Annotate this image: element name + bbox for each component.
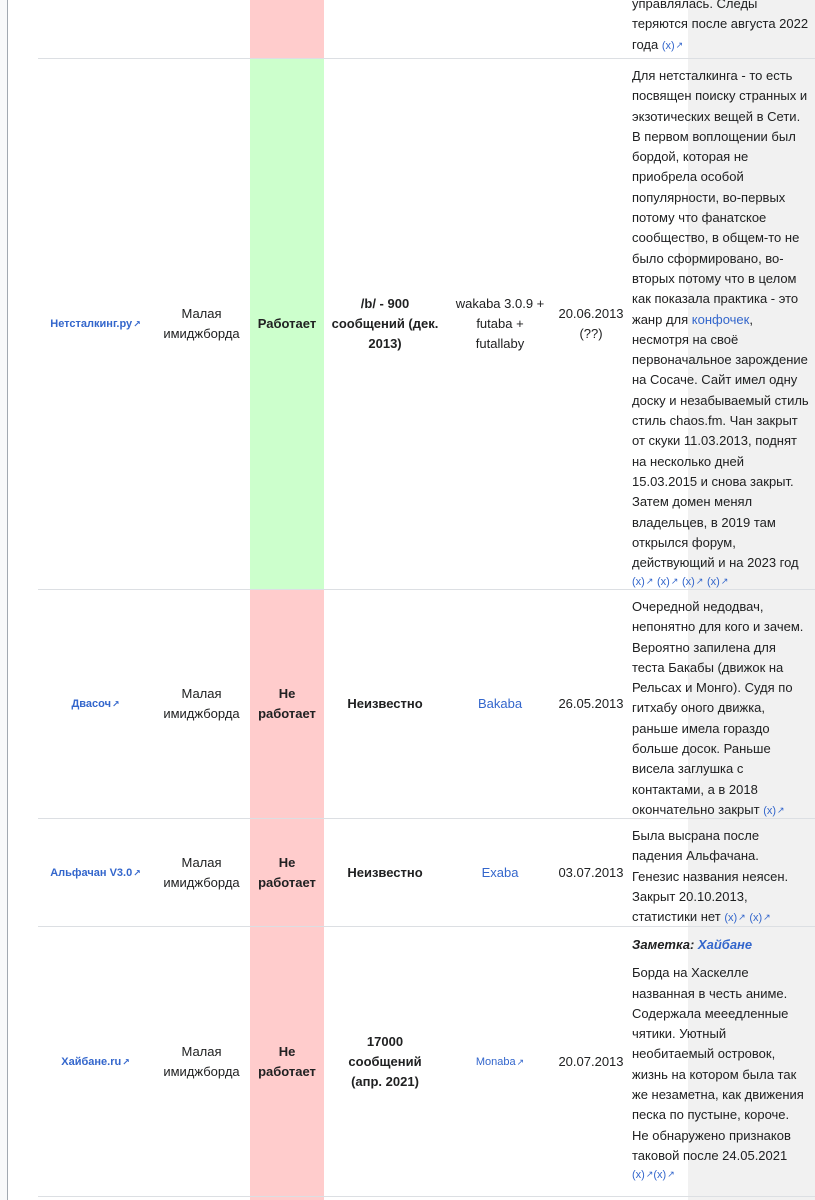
reference-link[interactable]: (x)	[657, 576, 670, 589]
engine-link[interactable]: Exaba	[481, 864, 519, 880]
external-link-icon: ↗	[133, 867, 141, 878]
description-cell	[628, 59, 815, 589]
messages-cell: 17000 сообщений (апр. 2021)	[348, 1033, 422, 1089]
messages-cell: Неизвестно	[347, 696, 423, 711]
external-link-icon: ↗	[763, 912, 771, 923]
engine-cell: wakaba 3.0.9 + futaba + futallaby	[455, 296, 545, 351]
description-text: Очередной недодвач, непонятно для кого и зачем. Вероятно запилена для теста Бакабы (движок на Рельсах и Монго). Судя по гитхабу оного движка, раньше имела гораздо больше досок. Раньше висела заглушка с контактами, а в 2018 окончательно закрыт	[632, 599, 804, 817]
type-cell: Малая имиджборда	[163, 854, 240, 890]
table-row	[38, 0, 815, 59]
reference-link[interactable]: (x)	[707, 576, 720, 589]
reference-links	[632, 1166, 809, 1183]
reference-link[interactable]: (x)	[653, 1169, 667, 1182]
type-cell: Малая имиджборда	[163, 686, 240, 721]
status-cell: Не работает	[250, 927, 324, 1196]
engine-link[interactable]: Monaba	[475, 1055, 516, 1068]
table-row	[38, 819, 815, 927]
date-cell: 20.06.2013 (??)	[558, 306, 624, 341]
external-link-icon: ↗	[645, 1169, 654, 1180]
page-left-border	[0, 0, 8, 1200]
description-text: года	[632, 36, 659, 52]
konfochki-link[interactable]: конфочек	[691, 311, 750, 327]
reference-link[interactable]: (x)	[763, 804, 777, 817]
table-row	[38, 59, 815, 590]
reference-link[interactable]: (x)	[661, 39, 675, 52]
description-line: управлялась. Следы	[632, 0, 758, 11]
site-link[interactable]: Двасоч	[71, 698, 111, 710]
external-link-icon: ↗	[670, 576, 679, 587]
note-link[interactable]: Хайбане	[697, 937, 753, 952]
type-cell: Малая имиджборда	[163, 306, 240, 341]
table-row	[38, 590, 815, 819]
external-link-icon: ↗	[122, 1056, 130, 1067]
description-line: теряются после августа 2022	[632, 16, 809, 32]
reference-links	[632, 573, 809, 590]
note-line	[632, 935, 809, 955]
external-link-icon: ↗	[695, 576, 704, 587]
external-link-icon: ↗	[667, 1169, 675, 1180]
external-link-icon: ↗	[516, 1056, 525, 1067]
messages-cell: /b/ - 900 сообщений (дек. 2013)	[331, 296, 439, 351]
site-name-cell	[38, 59, 153, 589]
status-cell: Не работает	[250, 819, 324, 926]
external-link-icon: ↗	[675, 39, 684, 50]
note-label: Заметка:	[632, 937, 695, 952]
site-name-cell	[38, 819, 153, 926]
description-cell	[628, 590, 815, 818]
type-cell: Малая имиджборда	[163, 1043, 240, 1079]
site-name-cell	[38, 927, 153, 1196]
site-name-cell	[38, 590, 153, 818]
messages-cell: Неизвестно	[347, 864, 423, 880]
external-link-icon: ↗	[738, 912, 746, 923]
description-cell	[628, 819, 815, 926]
description-cell	[628, 0, 815, 58]
description-text: Борда на Хаскелле названная в честь аниме. Содержала мееедленные чятики. Уютный необитаемый островок, жизнь на котором была так же незаметна, как движения песка по пустыне, короче. Не обнаружено признаков таковой после 24.05.2021	[632, 965, 804, 1163]
description-cell	[628, 927, 815, 1196]
site-link[interactable]: Нетсталкинг.ру	[50, 318, 133, 330]
date-cell: 20.07.2013	[558, 1053, 624, 1069]
reference-link[interactable]: (x)	[749, 912, 763, 925]
date-cell: 03.07.2013	[558, 864, 624, 880]
reference-link[interactable]: (x)	[632, 576, 645, 589]
external-link-icon: ↗	[720, 576, 729, 587]
external-link-icon: ↗	[777, 804, 785, 815]
reference-link[interactable]: (x)	[682, 576, 695, 589]
site-link[interactable]: Альфачан V3.0	[50, 866, 133, 879]
external-link-icon: ↗	[111, 699, 120, 709]
site-link[interactable]: Хайбане.ru	[61, 1055, 122, 1068]
status-cell: Не работает	[250, 590, 324, 818]
table-row	[38, 927, 815, 1197]
description-line	[632, 35, 809, 56]
external-link-icon: ↗	[133, 319, 141, 329]
date-cell: 26.05.2013	[558, 696, 624, 711]
status-cell	[250, 0, 324, 58]
reference-link[interactable]: (x)	[632, 1169, 645, 1182]
engine-cell	[446, 927, 554, 1196]
reference-link[interactable]: (x)	[724, 912, 738, 925]
engine-cell	[446, 819, 554, 926]
description-text: , несмотря на своё первоначальное зарождение на Сосаче. Сайт имел одну доску и незабываемый стиль стиль chaos.fm. Чан закрыт от скуки 11.03.2013, поднят на несколько дней 15.03.2015 и снова закрыт. Затем домен менял владельцев, в 2019 там открылся форум, действующий и на 2023 год	[632, 311, 809, 571]
description-text: Для нетсталкинга - то есть посвящен поиску странных и экзотических вещей в Сети. В первом воплощении был бордой, которая не приобрела особой популярности, во-первых потому что фанатское сообщество, в общем-то не было сформировано, во-вторых потому что в целом как показала практика - это жанр для	[632, 68, 808, 327]
external-link-icon: ↗	[645, 576, 654, 587]
engine-link[interactable]: Bakaba	[477, 696, 523, 711]
status-cell: Работает	[250, 59, 324, 589]
description-text: Была высрана после падения Альфачана. Генезис названия неясен. Закрыт 20.10.2013, статистики нет	[632, 828, 789, 925]
engine-cell	[446, 590, 554, 818]
